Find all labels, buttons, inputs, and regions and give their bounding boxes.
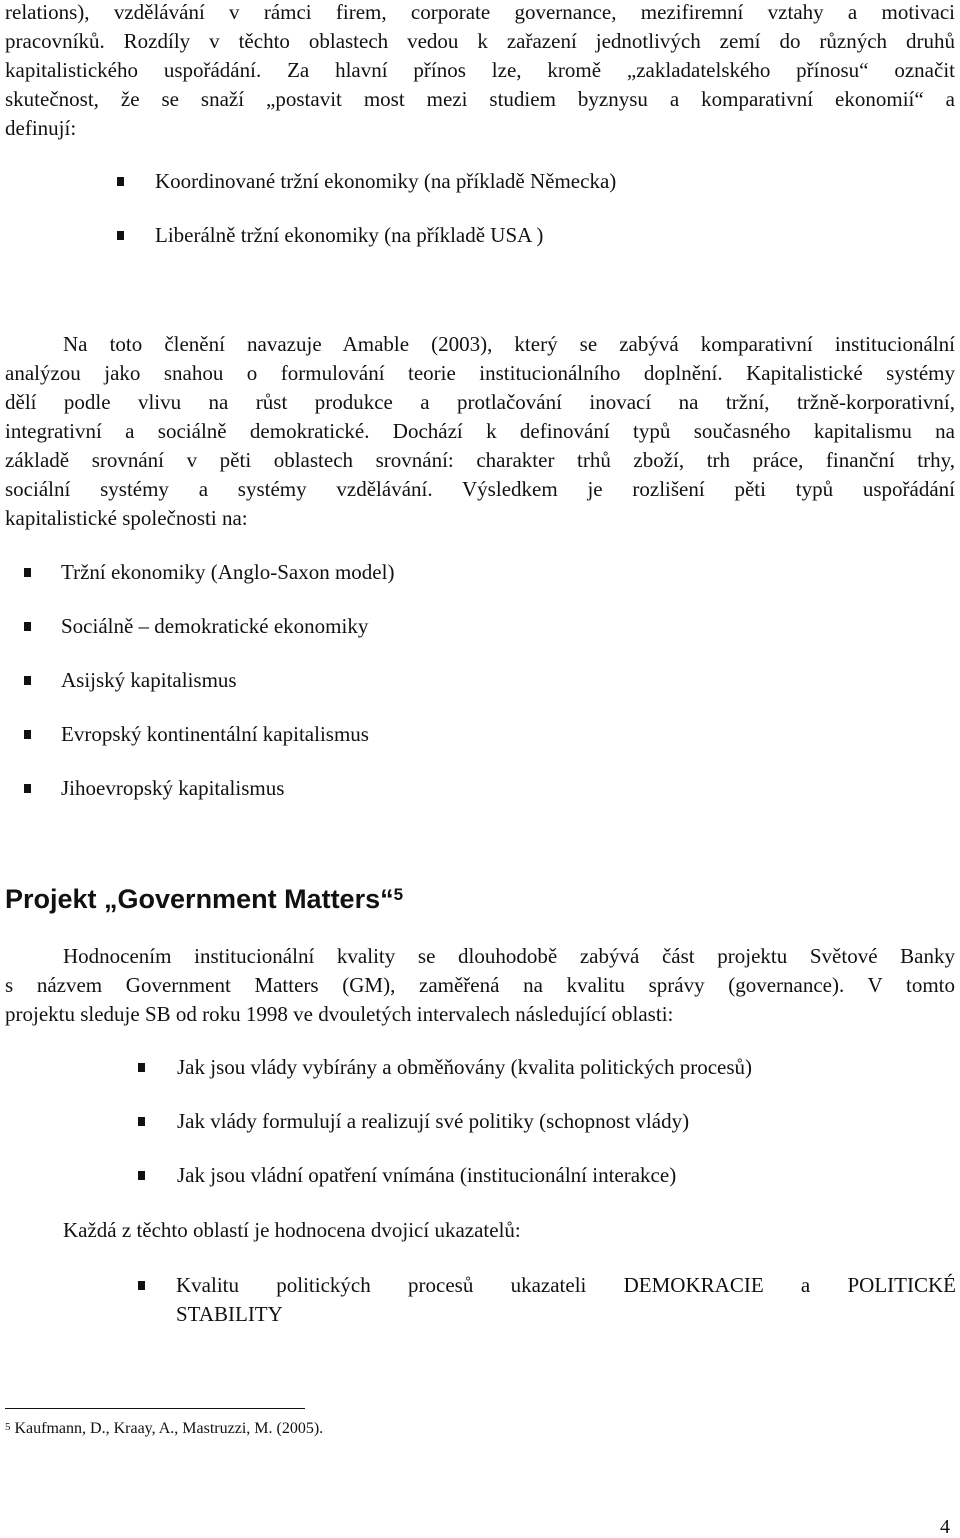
bullet-square-icon bbox=[138, 1063, 145, 1072]
bullet-square-icon bbox=[24, 676, 31, 685]
intro-line: skutečnost, že se snaží „postavit most mezi studiem byznysu a komparativní ekonomií“ a bbox=[5, 87, 955, 111]
bullet-square-icon bbox=[24, 622, 31, 631]
capitalism-types-list bbox=[24, 558, 924, 828]
paragraph-line: projektu sleduje SB od roku 1998 ve dvouletých intervalech následující oblasti: bbox=[5, 1002, 674, 1026]
list-item-text: Sociálně – demokratické ekonomiky bbox=[61, 614, 369, 638]
list-item bbox=[138, 1161, 938, 1215]
section-title: Projekt „Government Matters“ bbox=[5, 884, 394, 914]
bullet-square-icon bbox=[138, 1171, 145, 1180]
list-item-text: Jihoevropský kapitalismus bbox=[61, 776, 285, 800]
bullet-square-icon bbox=[117, 231, 124, 240]
list-item bbox=[24, 558, 924, 612]
intro-paragraph bbox=[5, 0, 955, 143]
list-item bbox=[138, 1053, 938, 1107]
list-item-text bbox=[176, 1271, 956, 1329]
bullet-square-icon bbox=[24, 730, 31, 739]
paragraph-line: Na toto členění navazuje Amable (2003), který se zabývá komparativní institucionální bbox=[63, 332, 955, 356]
paragraph-line: integrativní a sociálně demokratické. Dochází k definování typů současného kapitalismu na bbox=[5, 419, 955, 443]
footnote bbox=[5, 1418, 323, 1440]
indicator-pair-intro bbox=[63, 1216, 943, 1245]
list-item-text: Koordinované tržní ekonomiky (na příkladě Německa) bbox=[155, 169, 617, 193]
list-item-line: STABILITY bbox=[176, 1302, 283, 1326]
bullet-square-icon bbox=[24, 568, 31, 577]
bullet-square-icon bbox=[138, 1117, 145, 1126]
list-item-text: Jak jsou vládní opatření vnímána (institucionální interakce) bbox=[177, 1163, 677, 1187]
bullet-square-icon bbox=[117, 177, 124, 186]
list-item bbox=[24, 612, 924, 666]
list-item-text: Liberálně tržní ekonomiky (na příkladě USA ) bbox=[155, 223, 544, 247]
paragraph-line: základě srovnání v pěti oblastech srovnání: charakter trhů zboží, trh práce, finanční trhy, bbox=[5, 448, 955, 472]
list-item-text: Tržní ekonomiky (Anglo-Saxon model) bbox=[61, 560, 395, 584]
footnote-reference: 5 bbox=[393, 885, 404, 904]
list-item bbox=[24, 666, 924, 720]
list-item bbox=[24, 774, 924, 828]
amable-paragraph bbox=[5, 330, 955, 533]
paragraph-line: analýzou jako snahou o formulování teorie institucionálního doplnění. Kapitalistické systémy bbox=[5, 361, 955, 385]
page-number: 4 bbox=[940, 1516, 950, 1538]
gm-paragraph bbox=[5, 942, 955, 1029]
list-item-line: Kvalitu politických procesů ukazateli DEMOKRACIE a POLITICKÉ bbox=[176, 1273, 956, 1297]
paragraph-line: Hodnocením institucionální kvality se dlouhodobě zabývá část projektu Světové Banky bbox=[63, 944, 955, 968]
intro-line: relations), vzdělávání v rámci firem, corporate governance, mezifiremní vztahy a motivaci bbox=[5, 0, 955, 24]
paragraph-line: s názvem Government Matters (GM), zaměřená na kvalitu správy (governance). V tomto bbox=[5, 973, 955, 997]
section-heading bbox=[5, 879, 403, 919]
footnote-number: 5 bbox=[5, 1421, 11, 1433]
economy-types-list bbox=[117, 167, 937, 275]
paragraph-line: Každá z těchto oblastí je hodnocena dvojicí ukazatelů: bbox=[63, 1218, 521, 1242]
paragraph-line: sociální systémy a systémy vzdělávání. Výsledkem je rozlišení pěti typů uspořádání bbox=[5, 477, 955, 501]
intro-line: definují: bbox=[5, 116, 77, 140]
intro-line: kapitalistického uspořádání. Za hlavní přínos lze, kromě „zakladatelského přínosu“ označit bbox=[5, 58, 955, 82]
list-item bbox=[24, 720, 924, 774]
list-item bbox=[117, 167, 937, 221]
paragraph-line: kapitalistické společnosti na: bbox=[5, 506, 248, 530]
list-item-text: Jak vlády formulují a realizují své politiky (schopnost vlády) bbox=[177, 1109, 690, 1133]
governance-areas-list bbox=[138, 1053, 938, 1215]
footnote-divider bbox=[5, 1408, 305, 1409]
bullet-square-icon bbox=[138, 1281, 145, 1290]
paragraph-line: dělí podle vlivu na růst produkce a protlačování inovací na tržní, tržně-korporativní, bbox=[5, 390, 955, 414]
list-item bbox=[117, 221, 937, 275]
list-item-text: Jak jsou vlády vybírány a obměňovány (kvalita politických procesů) bbox=[177, 1055, 753, 1079]
list-item-text: Evropský kontinentální kapitalismus bbox=[61, 722, 369, 746]
footnote-text: Kaufmann, D., Kraay, A., Mastruzzi, M. (2005). bbox=[14, 1420, 324, 1437]
list-item-text: Asijský kapitalismus bbox=[61, 668, 237, 692]
bullet-square-icon bbox=[24, 784, 31, 793]
list-item bbox=[138, 1107, 938, 1161]
intro-line: pracovníků. Rozdíly v těchto oblastech vedou k zařazení jednotlivých zemí do různých druhů bbox=[5, 29, 955, 53]
